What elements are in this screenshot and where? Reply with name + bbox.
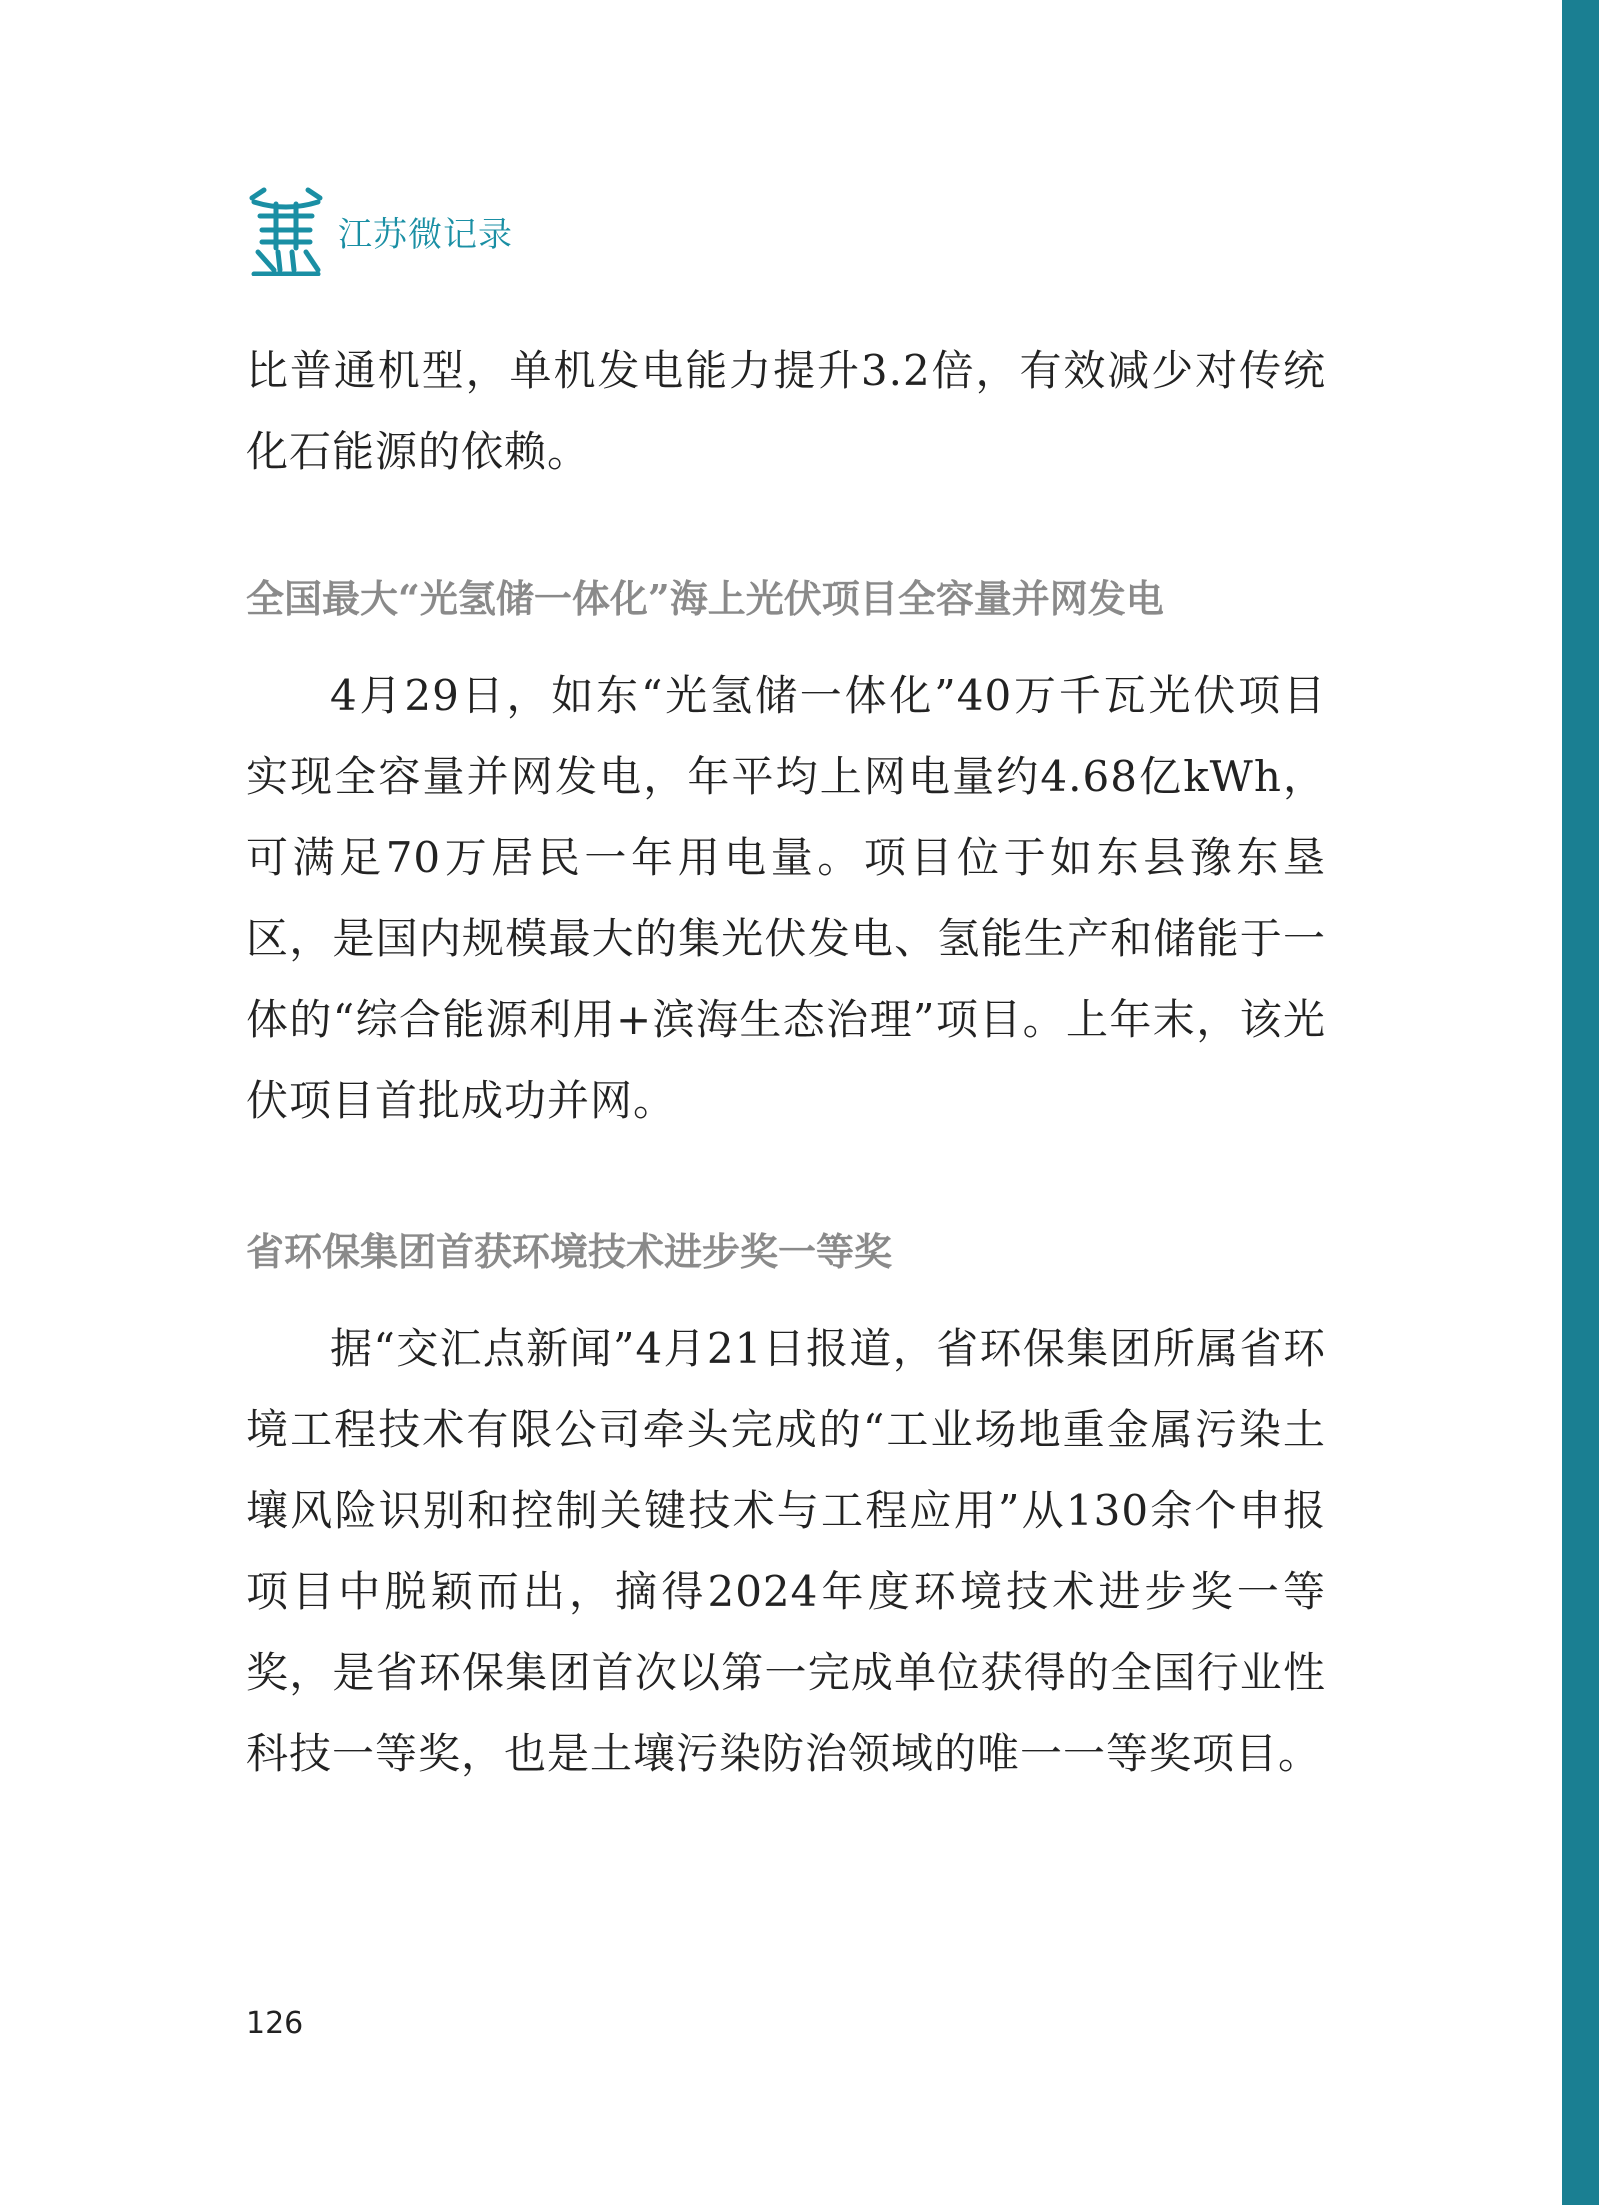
section-heading: 全国最大“光氢储一体化”海上光伏项目全容量并网发电	[246, 576, 1164, 621]
jiangsu-pavilion-logo-icon	[246, 186, 326, 276]
section-heading: 省环保集团首获环境技术进步奖一等奖	[246, 1229, 893, 1274]
section-paragraph: 4月29日，如东“光氢储一体化”40万千瓦光伏项目实现全容量并网发电，年平均上网电量约4.68亿kWh，可满足70万居民一年用电量。项目位于如东县豫东垦区，是国内规模最大的集光伏发电、氢能生产和储能于一体的“综合能源利用+滨海生态治理”项目。上年末，该光伏项目首批成功并网。	[246, 671, 1326, 1125]
side-color-bar	[1562, 0, 1599, 2205]
page-number: 126	[246, 2006, 304, 2041]
page-header	[246, 186, 513, 276]
header-title: 江苏微记录	[338, 214, 513, 255]
page-content	[246, 330, 1326, 1794]
continued-paragraph: 比普通机型，单机发电能力提升3.2倍，有效减少对传统化石能源的依赖。	[246, 346, 1326, 476]
section-paragraph: 据“交汇点新闻”4月21日报道，省环保集团所属省环境工程技术有限公司牵头完成的“工业场地重金属污染土壤风险识别和控制关键技术与工程应用”从130余个申报项目中脱颖而出，摘得2024年度环境技术进步奖一等奖，是省环保集团首次以第一完成单位获得的全国行业性科技一等奖，也是土壤污染防治领域的唯一一等奖项目。	[246, 1324, 1326, 1778]
